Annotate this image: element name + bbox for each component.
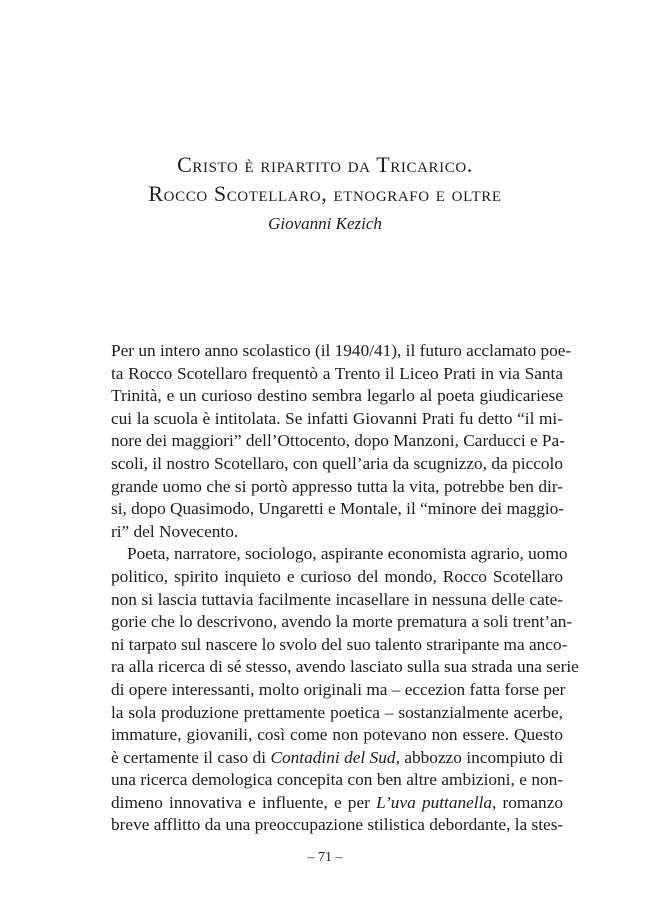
text-line: grande uomo che si portò appresso tutta la vita, potrebbe ben dir- bbox=[111, 476, 563, 496]
text-run: è certamente il caso di bbox=[111, 747, 271, 767]
text-line: nore dei maggiori” dell’Ottocento, dopo Manzoni, Carducci e Pa- bbox=[111, 431, 565, 451]
text-line: ta Rocco Scotellaro frequentò a Trento il Liceo Prati in via Santa bbox=[111, 363, 563, 383]
text-line: non si lascia tuttavia facilmente incasellare in nessuna delle cate- bbox=[111, 589, 563, 609]
text-run: , romanzo bbox=[492, 792, 564, 812]
text-line: ri” del Novecento. bbox=[111, 521, 239, 541]
text-line: scoli, il nostro Scotellaro, con quell’aria da scugnizzo, da piccolo bbox=[111, 453, 563, 473]
text-line: cui la scuola è intitolata. Se infatti Giovanni Prati fu detto “il mi- bbox=[111, 408, 563, 428]
text-line: Trinità, e un curioso destino sembra legarlo al poeta giudicariese bbox=[111, 386, 563, 406]
chapter-title-line-2: Rocco Scotellaro, etnografo e oltre bbox=[148, 181, 502, 206]
body-text bbox=[111, 340, 579, 837]
text-line: immature, giovanili, così come non potevano non essere. Questo bbox=[111, 725, 563, 745]
text-line: gorie che lo descrivono, avendo la morte prematura a soli trent’an- bbox=[111, 612, 573, 632]
text-line: breve afflitto da una preoccupazione stilistica debordante, la stes- bbox=[111, 815, 564, 835]
text-run: , abbozzo incompiuto di bbox=[395, 747, 563, 767]
text-line: di opere interessanti, molto originali ma – eccezion fatta forse per bbox=[111, 679, 566, 699]
text-line: politico, spirito inquieto e curioso del mondo, Rocco Scotellaro bbox=[111, 566, 563, 586]
book-title-italic: Contadini del Sud bbox=[270, 747, 396, 767]
text-line: ni tarpato sul nascere lo svolo del suo talento straripante ma anco- bbox=[111, 634, 568, 654]
text-line: Per un intero anno scolastico (il 1940/41), il futuro acclamato poe- bbox=[111, 341, 572, 360]
book-title-italic: L’uva puttanella bbox=[376, 792, 493, 812]
text-line: Poeta, narratore, sociologo, aspirante economista agrario, uomo bbox=[127, 544, 568, 564]
text-line bbox=[111, 747, 563, 770]
text-line bbox=[111, 792, 563, 815]
chapter-title-line-1: Cristo è ripartito da Tricarico. bbox=[177, 152, 473, 177]
page-number: – 71 – bbox=[307, 850, 343, 865]
text-line: una ricerca demologica concepita con ben altre ambizioni, e non- bbox=[111, 770, 563, 790]
text-line: si, dopo Quasimodo, Ungaretti e Montale, il “minore dei maggio- bbox=[111, 499, 565, 519]
text-line: ra alla ricerca di sé stesso, avendo lasciato sulla sua strada una serie bbox=[111, 657, 579, 677]
text-line: la sola produzione prettamente poetica – sostanzialmente acerbe, bbox=[111, 702, 563, 722]
text-run: dimeno innovativa e influente, e per bbox=[111, 792, 377, 812]
chapter-author: Giovanni Kezich bbox=[268, 214, 382, 233]
chapter-heading bbox=[0, 150, 650, 236]
